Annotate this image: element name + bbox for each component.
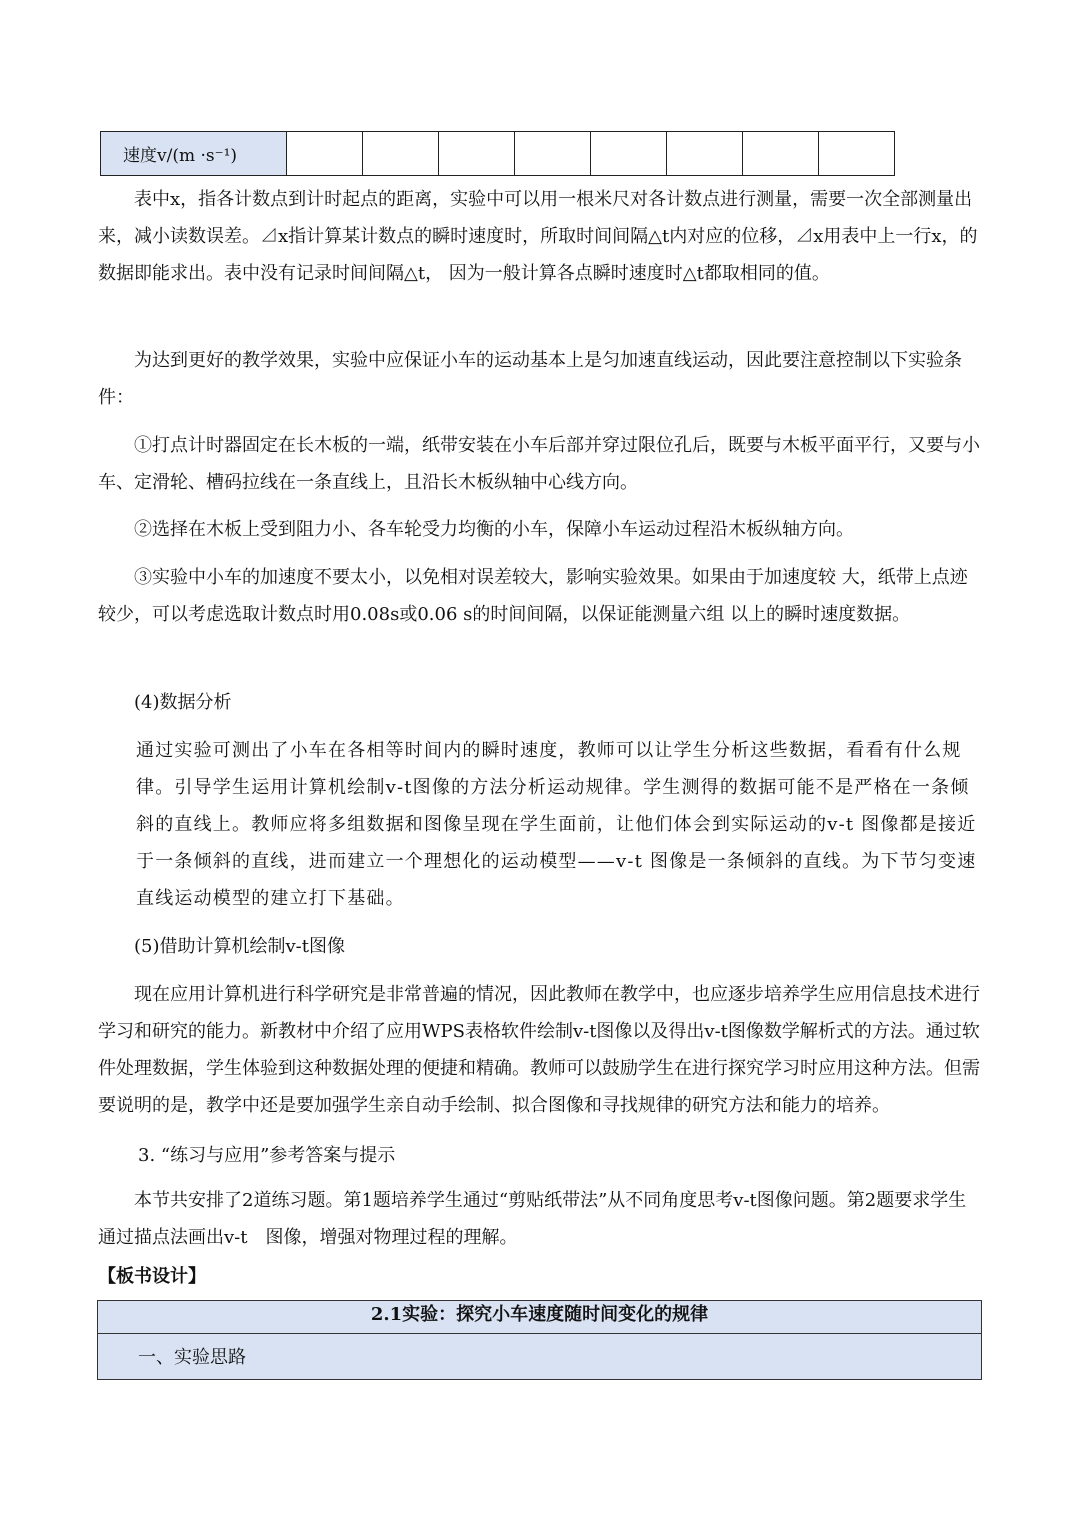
board-design-box [97,1300,982,1380]
velocity-table [100,131,895,176]
paragraph-condition-1: ①打点计时器固定在长木板的一端，纸带安装在小车后部并穿过限位孔后，既要与木板平面平行，又要与小车、定滑轮、槽码拉线在一条直线上，且沿长木板纵轴中心线方向。 [98,435,980,493]
table-row [101,132,895,176]
table-cell [363,132,439,176]
velocity-header-cell: 速度v/(m ·s⁻¹) [101,132,287,176]
heading-data-analysis: (4)数据分析 [134,692,232,713]
heading-practice-answers: 3. “练习与应用”参考答案与提示 [138,1145,396,1166]
paragraph-practice: 本节共安排了2道练习题。第1题培养学生通过“剪贴纸带法”从不同角度思考v-t图像问题。第2题要求学生通过描点法画出v-t 图像，增强对物理过程的理解。 [98,1190,967,1248]
table-cell [287,132,363,176]
heading-board-design: 【板书设计】 [98,1266,206,1287]
paragraph-computer-research: 现在应用计算机进行科学研究是非常普遍的情况，因此教师在教学中，也应逐步培养学生应用信息技术进行学习和研究的能力。新教材中介绍了应用WPS表格软件绘制v-t图像以及得出v-t图像数学解析式的方法。通过软件处理数据，学生体验到这种数据处理的便捷和精确。教师可以鼓励学生在进行探究学习时应用这种方法。但需要说明的是，教学中还是要加强学生亲自动手绘制、拟合图像和寻找规律的研究方法和能力的培养。 [98,984,980,1116]
table-cell [743,132,819,176]
paragraph-condition-2: ②选择在木板上受到阻力小、各车轮受力均衡的小车，保障小车运动过程沿木板纵轴方向。 [134,519,854,540]
board-title: 2.1实验：探究小车速度随时间变化的规律 [98,1301,981,1334]
table-cell [819,132,895,176]
heading-computer-vt: (5)借助计算机绘制v-t图像 [134,936,345,957]
table-cell [591,132,667,176]
paragraph-data-analysis: 通过实验可测出了小车在各相等时间内的瞬时速度，教师可以让学生分析这些数据，看看有什么规律。引导学生运用计算机绘制v-t图像的方法分析运动规律。学生测得的数据可能不是严格在一条倾斜的直线上。教师应将多组数据和图像呈现在学生面前，让他们体会到实际运动的v-t 图像都是接近于一条倾斜的直线，进而建立一个理想化的运动模型——v-t 图像是一条倾斜的直线。为下节匀变速直线运动模型的建立打下基础。 [136,740,977,909]
table-cell [515,132,591,176]
board-subtitle: 一、实验思路 [138,1347,246,1368]
table-cell [439,132,515,176]
paragraph-condition-3: ③实验中小车的加速度不要太小，以免相对误差较大，影响实验效果。如果由于加速度较 大，纸带上点迹较少，可以考虑选取计数点时用0.08s或0.06 s的时间间隔，以保证能测量六组 以上的瞬时速度数据。 [98,567,968,625]
paragraph-table-explanation: 表中x，指各计数点到计时起点的距离，实验中可以用一根米尺对各计数点进行测量，需要一次全部测量出来，减小读数误差。⊿x指计算某计数点的瞬时速度时，所取时间间隔△t内对应的位移，⊿x用表中上一行x，的数据即能求出。表中没有记录时间间隔△t， 因为一般计算各点瞬时速度时△t都取相同的值。 [98,189,978,284]
table-cell [667,132,743,176]
paragraph-experiment-conditions: 为达到更好的教学效果，实验中应保证小车的运动基本上是匀加速直线运动，因此要注意控制以下实验条件： [98,350,962,408]
